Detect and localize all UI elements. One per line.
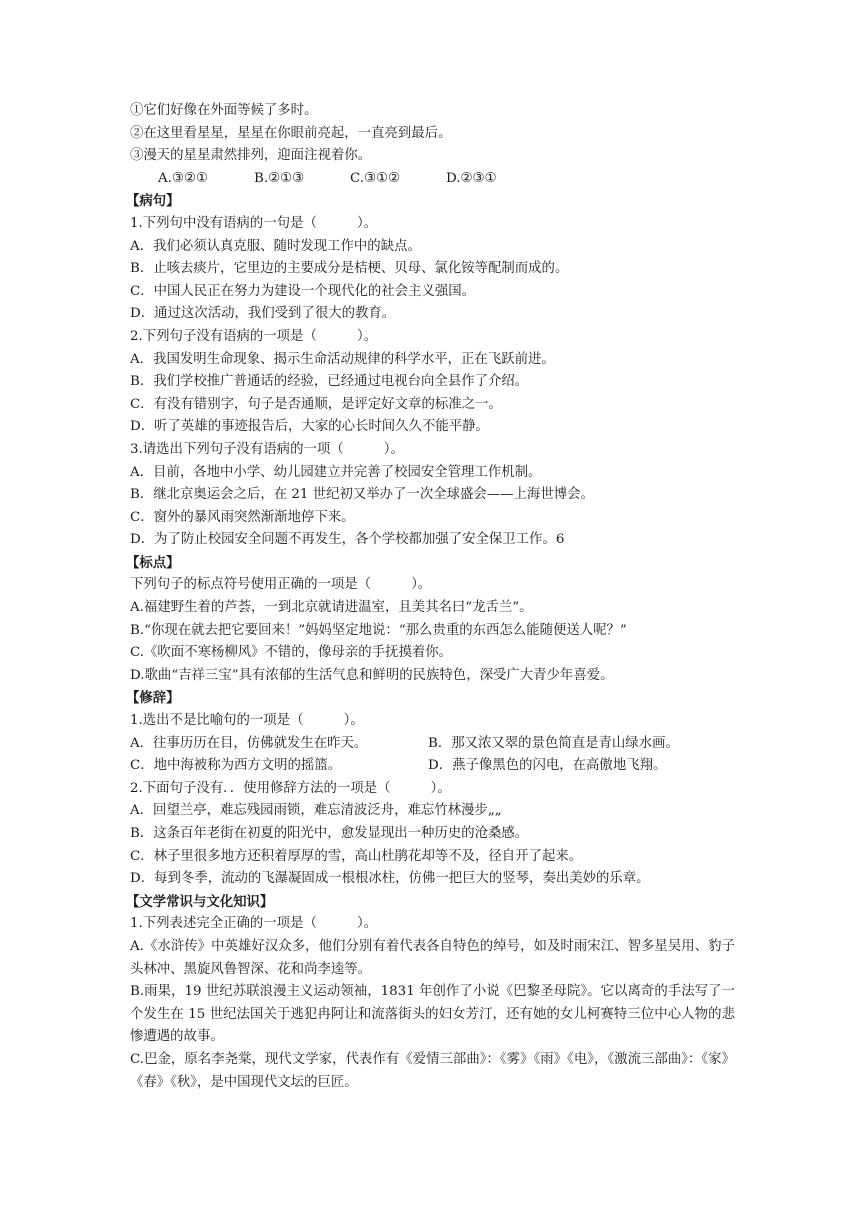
question-stem: 2.下列句子没有语病的一项是（ ）。 bbox=[130, 328, 378, 344]
option-a: A.③②① bbox=[158, 170, 208, 186]
question-stem: 3.请选出下列句子没有语病的一项（ ）。 bbox=[130, 441, 404, 457]
sentence-2: ②在这里看星星，星星在你眼前亮起，一直亮到最后。 bbox=[130, 125, 452, 141]
section-heading-bingju: 【病句】 bbox=[126, 193, 180, 210]
option-c: C.③①② bbox=[350, 170, 401, 186]
choice-d: D．听了英雄的事迹报告后，大家的心长时间久久不能平静。 bbox=[130, 419, 489, 435]
choice-a: A．目前，各地中小学、幼儿园建立并完善了校园安全管理工作机制。 bbox=[130, 464, 542, 480]
choice-d: D.歌曲“吉祥三宝”具有浓郁的生活气息和鲜明的民族特色，深受广大青少年喜爱。 bbox=[130, 667, 614, 683]
question-stem: 1.选出不是比喻句的一项是（ ）。 bbox=[130, 713, 364, 729]
ordering-options bbox=[130, 168, 735, 191]
option-d: D.②③① bbox=[446, 170, 497, 186]
choice-a: A．我国发明生命现象、揭示生命活动规律的科学水平，正在飞跃前进。 bbox=[130, 351, 555, 367]
section-heading-wenxue: 【文学常识与文化知识】 bbox=[126, 893, 274, 910]
choice-a: A.《水浒传》中英雄好汉众多，他们分别有着代表各自特色的绰号，如及时雨宋江、智多星吴用、豹子头林冲、黑旋风鲁智深、花和尚李逵等。 bbox=[130, 938, 735, 977]
choice-d: D．每到冬季，流动的飞瀑凝固成一根根冰柱，仿佛一把巨大的竖琴，奏出美妙的乐章。 bbox=[130, 871, 650, 887]
choice-c: C．地中海被称为西方文明的摇篮。 bbox=[130, 758, 342, 774]
choice-d: D．为了防止校园安全问题不再发生，各个学校都加强了安全保卫工作。6 bbox=[130, 532, 565, 548]
question-stem: 1.下列句中没有语病的一句是（ ）。 bbox=[130, 215, 378, 231]
choice-b: B．我们学校推广普通话的经验，已经通过电视台向全县作了介绍。 bbox=[130, 374, 529, 390]
choice-b: B．这条百年老街在初夏的阳光中，愈发显现出一种历史的沧桑感。 bbox=[130, 826, 529, 841]
choice-c: C．窗外的暴风雨突然渐渐地停下来。 bbox=[130, 509, 355, 525]
choice-c: C.巴金，原名李尧棠，现代文学家，代表作有《爱情三部曲》：《雾》《雨》《电》，《激流三部曲》：《家》《春》《秋》，是中国现代文坛的巨匠。 bbox=[130, 1051, 735, 1090]
choice-a: A．回望兰亭，难忘残园雨锁，难忘清波泛舟，难忘竹林漫步„„ bbox=[130, 803, 502, 819]
question-stem: 2.下面句子没有．．使用修辞方法的一项是（ ）。 bbox=[130, 780, 451, 796]
choice-b: B．止咳去痰片，它里边的主要成分是桔梗、贝母、氯化铵等配制而成的。 bbox=[130, 261, 569, 277]
choice-c: C.《吹面不寒杨柳风》不错的，像母亲的手抚摸着你。 bbox=[130, 645, 453, 661]
section-heading-biaodian: 【标点】 bbox=[126, 554, 180, 571]
sentence-1: ①它们好像在外面等候了多时。 bbox=[130, 103, 318, 118]
choice-row bbox=[130, 755, 735, 778]
choice-b: B．那又浓又翠的景色简直是青山绿水画。 bbox=[428, 735, 679, 751]
choice-a: A.福建野生着的芦荟，一到北京就请进温室，且美其名曰“龙舌兰”。 bbox=[130, 600, 533, 616]
option-b: B.②①③ bbox=[254, 170, 305, 186]
choice-c: C．有没有错别字，句子是否通顺，是评定好文章的标准之一。 bbox=[130, 396, 502, 412]
choice-row bbox=[130, 733, 735, 756]
sentence-3: ③漫天的星星肃然排列，迎面注视着你。 bbox=[130, 148, 372, 164]
choice-b: B.雨果，19 世纪苏联浪漫主义运动领袖，1831 年创作了小说《巴黎圣母院》。它以离奇的手法写了一个发生在 15 世纪法国关于逃犯冉阿让和流落街头的妇女芳汀，还有她的女儿柯赛特三位中心人物的悲惨遭遇的故事。 bbox=[130, 984, 735, 1045]
question-stem: 下列句子的标点符号使用正确的一项是（ ）。 bbox=[130, 577, 432, 593]
choice-c: C．中国人民正在努力为建设一个现代化的社会主义强国。 bbox=[130, 283, 476, 299]
question-stem: 1.下列表述完全正确的一项是（ ）。 bbox=[130, 916, 378, 932]
choice-c: C．林子里很多地方还积着厚厚的雪，高山杜鹃花却等不及，径自开了起来。 bbox=[130, 848, 583, 864]
choice-b: B．继北京奥运会之后，在 21 世纪初又举办了一次全球盛会——上海世博会。 bbox=[130, 487, 594, 503]
choice-b: B.“你现在就去把它要回来！”妈妈坚定地说：“那么贵重的东西怎么能随便送人呢？” bbox=[130, 622, 627, 638]
document-page bbox=[126, 100, 735, 1094]
choice-a: A．我们必须认真克服、随时发现工作中的缺点。 bbox=[130, 238, 421, 254]
choice-a: A．往事历历在目，仿佛就发生在昨天。 bbox=[130, 735, 368, 751]
section-heading-xiuci: 【修辞】 bbox=[126, 690, 180, 707]
choice-d: D．通过这次活动，我们受到了很大的教育。 bbox=[130, 306, 396, 322]
choice-d: D．燕子像黑色的闪电，在高傲地飞翔。 bbox=[428, 758, 667, 774]
